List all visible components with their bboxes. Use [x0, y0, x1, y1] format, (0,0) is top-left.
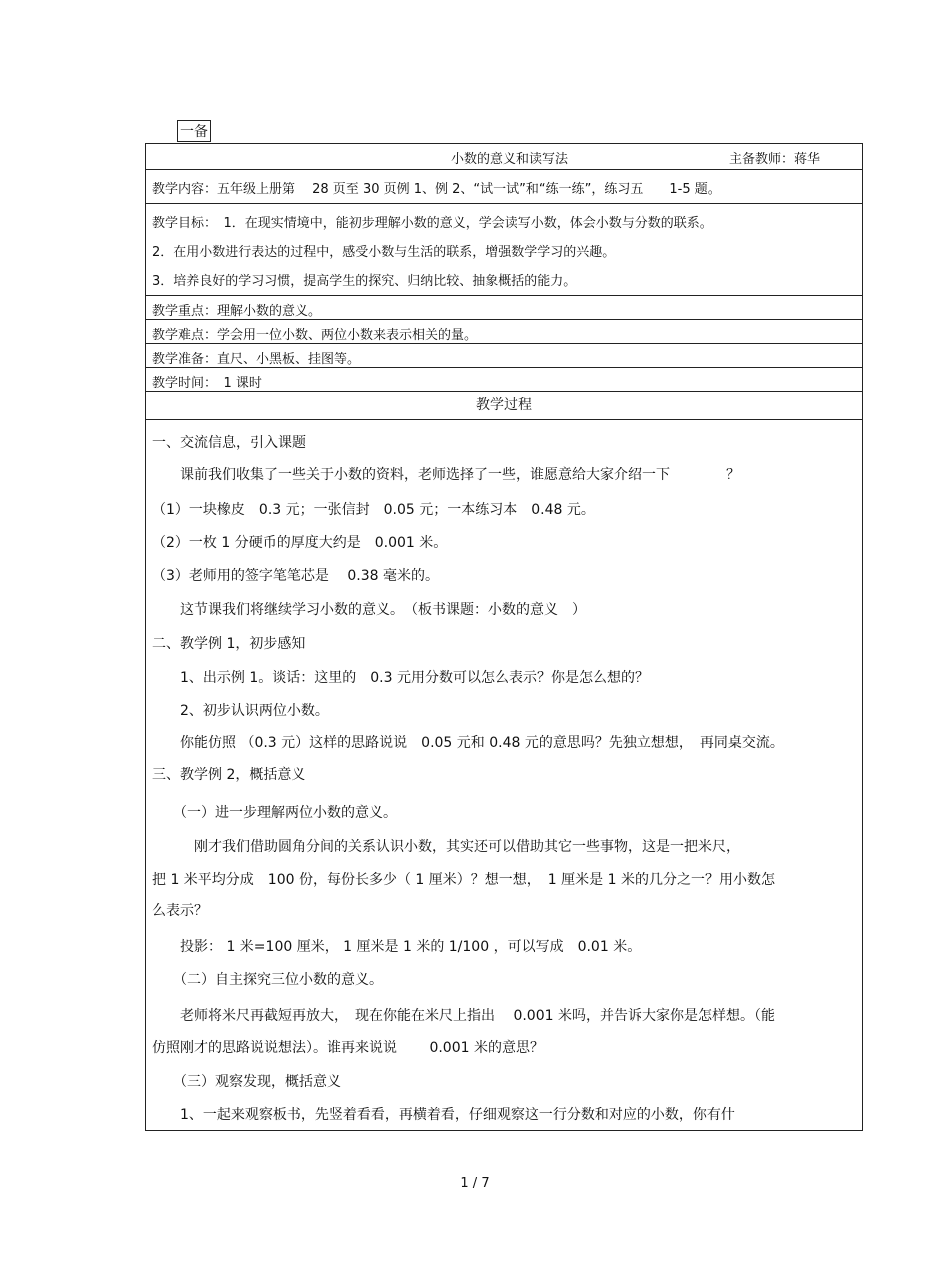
paragraph: 1、出示例 1。谈话：这里的 0.3 元用分数可以怎么表示？你是怎么想的？ [152, 670, 649, 686]
teacher-name: 主备教师：蒋华 [729, 152, 821, 167]
page-number: 1 / 7 [460, 1176, 490, 1191]
section-heading: 二、教学例 1，初步感知 [152, 636, 306, 652]
paragraph: 这节课我们将继续学习小数的意义。 （板书课题：小数的意义 ） [152, 602, 586, 618]
section-heading: 三、教学例 2，概括意义 [152, 767, 306, 783]
difficulty-row: 教学难点：学会用一位小数、两位小数来表示相关的量。 [146, 320, 862, 344]
goals-row [146, 204, 862, 296]
process-body [146, 420, 862, 1130]
paragraph: （3）老师用的签字笔笔芯是 0.38 毫米的。 [152, 568, 439, 584]
paragraph: 2、初步认识两位小数。 [152, 703, 329, 719]
paragraph: 刚才我们借助圆角分间的关系认识小数，其实还可以借助其它一些事物，这是一把米尺， [152, 839, 740, 855]
paragraph: 课前我们收集了一些关于小数的资料，老师选择了一些，谁愿意给大家介绍一下 ？ [152, 467, 740, 483]
goal-item: 教学目标： 1．在现实情境中，能初步理解小数的意义，学会读写小数，体会小数与分数的联系。 [152, 216, 713, 231]
paragraph: 仿照刚才的思路说说想法）。谁再来说说 0.001 米的意思？ [152, 1040, 544, 1056]
paragraph: （三）观察发现，概括意义 [152, 1074, 341, 1090]
paragraph: 1、一起来观察板书，先竖着看看，再横着看，仔细观察这一行分数和对应的小数，你有什 [152, 1107, 735, 1123]
lesson-plan-table [145, 143, 863, 1131]
paragraph: （二）自主探究三位小数的意义。 [152, 972, 383, 988]
paragraph: 投影： 1 米=100 厘米， 1 厘米是 1 米的 1/100 ，可以写成 0.01 米。 [152, 939, 642, 955]
lesson-title: 小数的意义和读写法 [451, 152, 569, 167]
preparation-row: 教学准备：直尺、小黑板、挂图等。 [146, 344, 862, 368]
time-row: 教学时间： 1 课时 [146, 368, 862, 392]
process-title: 教学过程 [146, 392, 862, 420]
paragraph: 你能仿照 （0.3 元）这样的思路说说 0.05 元和 0.48 元的意思吗？先独立想想， 再同桌交流。 [152, 735, 784, 751]
paragraph: 把 1 米平均分成 100 份，每份长多少（ 1 厘米）？想一想， 1 厘米是 1 米的几分之一？用小数怎 [152, 872, 775, 888]
paragraph: （一）进一步理解两位小数的意义。 [152, 805, 397, 821]
goal-item: 2．在用小数进行表达的过程中，感受小数与生活的联系，增强数学学习的兴趣。 [152, 245, 616, 260]
paragraph: （1）一块橡皮 0.3 元；一张信封 0.05 元；一本练习本 0.48 元。 [152, 502, 595, 518]
section-heading: 一、交流信息，引入课题 [152, 435, 306, 451]
title-row [146, 144, 862, 170]
paragraph: 老师将米尺再截短再放大， 现在你能在米尺上指出 0.001 米吗，并告诉大家你是怎样想。（能 [152, 1008, 775, 1024]
goal-item: 3．培养良好的学习习惯，提高学生的探究、归纳比较、抽象概括的能力。 [152, 274, 577, 289]
paragraph: （2）一枚 1 分硬币的厚度大约是 0.001 米。 [152, 535, 448, 551]
content-row: 教学内容：五年级上册第 28 页至 30 页例 1、例 2、“试一试”和“练一练”，练习五 1-5 题。 [146, 170, 862, 204]
key-point-row: 教学重点：理解小数的意义。 [146, 296, 862, 320]
paragraph: 么表示？ [152, 903, 208, 919]
corner-tag: 一备 [177, 120, 211, 142]
